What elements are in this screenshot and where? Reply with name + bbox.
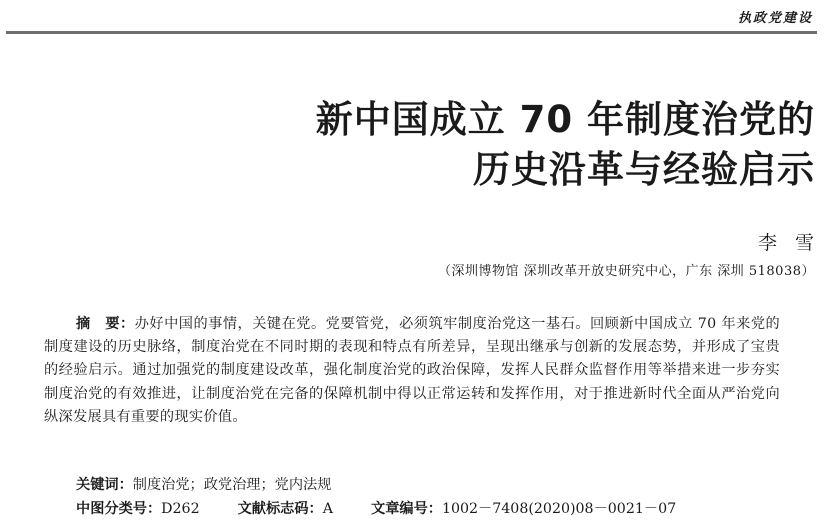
abstract <box>44 313 780 429</box>
abstract-label: 摘 要： <box>76 316 135 332</box>
clc-number <box>76 498 200 518</box>
document-code-value: A <box>322 501 333 517</box>
document-code <box>238 498 333 518</box>
keywords-label: 关键词： <box>76 477 133 493</box>
keywords-text: 制度治党；政党治理；党内法规 <box>132 477 332 493</box>
document-code-label: 文献标志码： <box>237 501 323 517</box>
running-head: 执政党建设 <box>737 11 813 26</box>
clc-label: 中图分类号： <box>76 501 162 517</box>
author-affiliation: （深圳博物馆 深圳改革开放史研究中心，广东 深圳 518038） <box>437 264 815 279</box>
article-title-line-2: 历史沿革与经验启示 <box>473 148 815 191</box>
article-title-line-1: 新中国成立 70 年制度治党的 <box>315 98 815 141</box>
header-rule <box>6 31 817 34</box>
author-name: 李雪 <box>757 232 832 254</box>
article-number <box>371 498 676 518</box>
article-number-value: 1002－7408(2020)08－0021－07 <box>441 501 677 517</box>
abstract-text: 办好中国的事情，关键在党。党要管党，必须筑牢制度治党这一基石。回顾新中国成立 70 年来党的制度建设的历史脉络，制度治党在不同时期的表现和特点有所差异，呈现出继承与创新的发展态势，并形成了宝贵的经验启示。通过加强党的制度建设改革，强化制度治党的政治保障，发挥人民群众监督作用等举措来进一步夯实制度治党的有效推进，让制度治党在完备的保障机制中得以正常运转和发挥作用，对于推进新时代全面从严治党向纵深发展具有重要的现实价值。 <box>44 316 780 425</box>
classification-line <box>76 498 676 518</box>
article-number-label: 文章编号： <box>371 501 442 517</box>
keywords-line <box>76 474 331 494</box>
clc-value: D262 <box>161 501 200 517</box>
